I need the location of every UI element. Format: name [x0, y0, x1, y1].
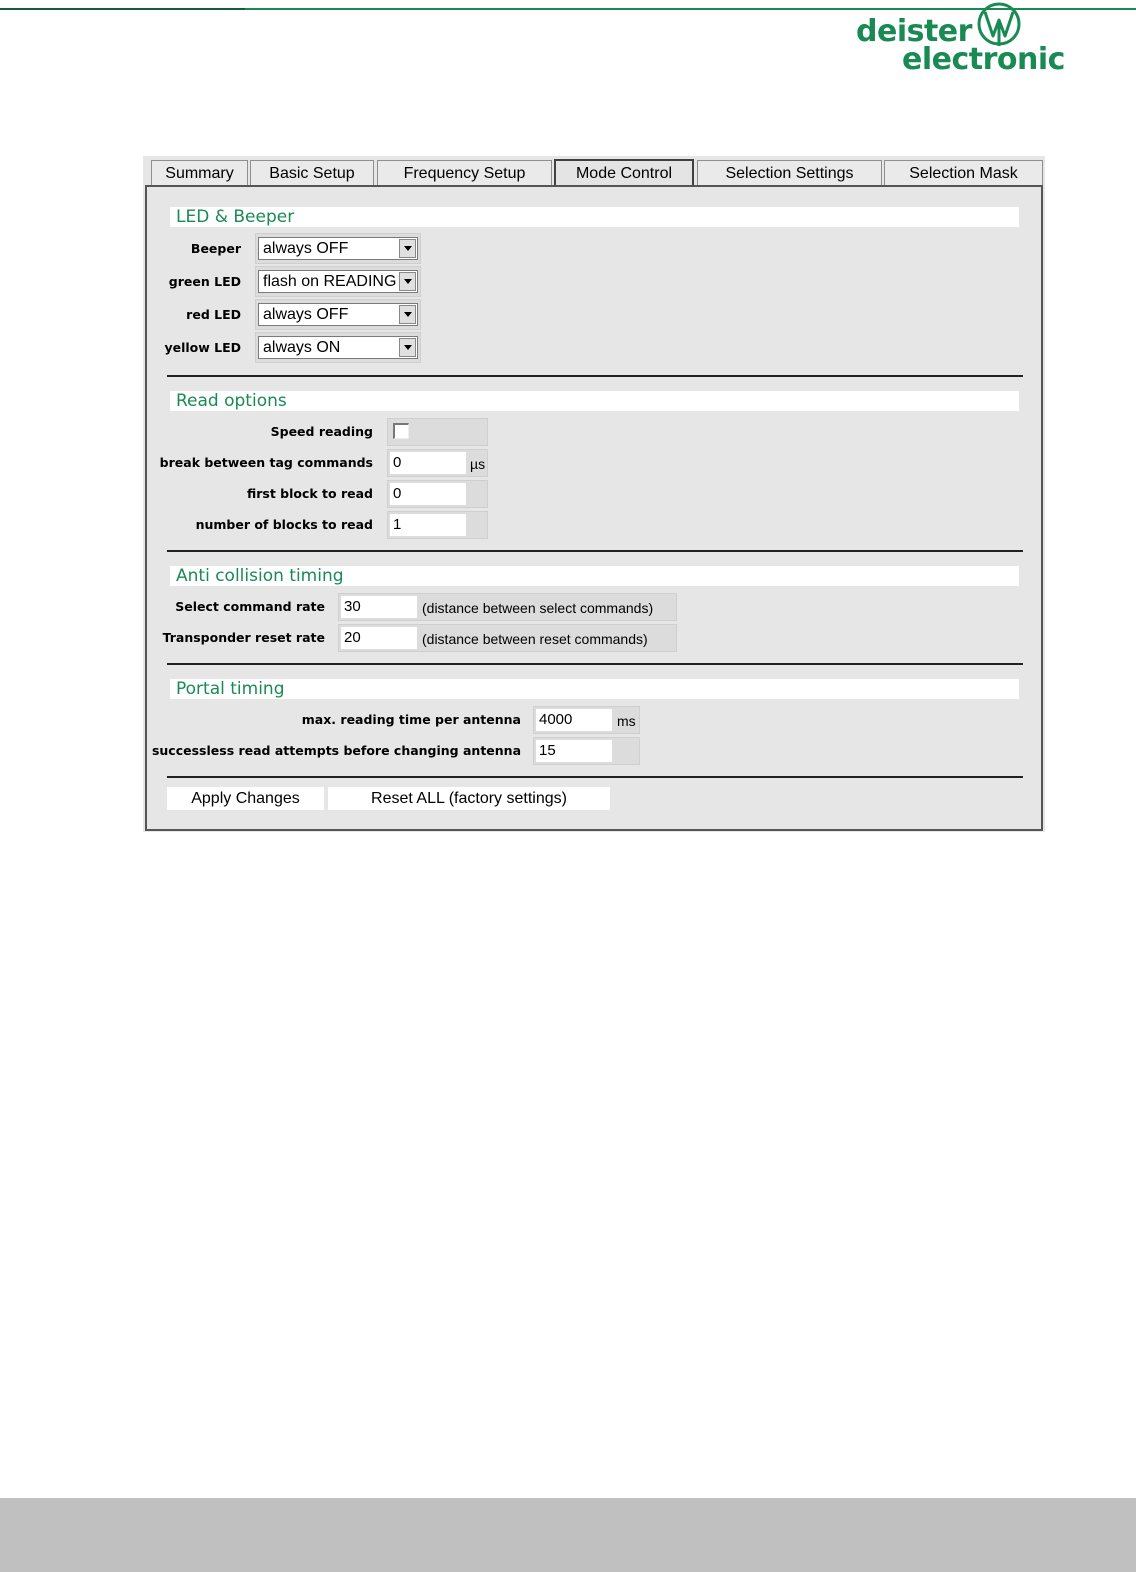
reset-rate-field [338, 624, 677, 652]
red-led-select-value: always OFF [263, 306, 349, 323]
green-led-label: green LED [168, 274, 241, 289]
section-divider [167, 375, 1023, 377]
tab-mode-control[interactable]: Mode Control [554, 159, 694, 186]
green-led-field [255, 266, 421, 297]
chevron-down-icon[interactable] [399, 272, 416, 291]
yellow-led-field [255, 332, 421, 363]
deister-electronic-logo [852, 2, 1065, 77]
section-divider [167, 550, 1023, 552]
num-blocks-field [387, 511, 488, 539]
tab-frequency-setup[interactable]: Frequency Setup [377, 160, 552, 185]
mode-control-screenshot [143, 156, 1045, 832]
mode-control-panel [145, 185, 1043, 831]
yellow-led-select[interactable] [258, 336, 418, 359]
red-led-field [255, 299, 421, 330]
section-title-read-options: Read options [170, 391, 1019, 411]
num-blocks-input[interactable]: 1 [390, 514, 466, 536]
beeper-select[interactable] [258, 237, 418, 260]
section-divider [167, 776, 1023, 778]
max-time-input[interactable]: 4000 [536, 709, 612, 731]
green-led-select-value: flash on READING [263, 273, 397, 290]
first-block-field [387, 480, 488, 508]
header-rule-accent [0, 8, 245, 10]
attempts-field [533, 737, 640, 765]
beeper-field [255, 233, 421, 264]
select-rate-hint: (distance between select commands) [422, 600, 654, 616]
reset-rate-hint: (distance between reset commands) [422, 631, 648, 647]
page-footer-bar [0, 1498, 1136, 1572]
tab-basic-setup[interactable]: Basic Setup [250, 160, 374, 185]
tab-selection-mask[interactable]: Selection Mask [884, 160, 1043, 185]
break-between-field [387, 449, 488, 477]
select-rate-input[interactable]: 30 [341, 596, 417, 618]
section-title-portal-timing: Portal timing [170, 679, 1019, 699]
max-time-field [533, 706, 640, 734]
speed-reading-label: Speed reading [270, 424, 373, 439]
chevron-down-icon[interactable] [399, 338, 416, 357]
section-divider [167, 663, 1023, 665]
tab-selection-settings[interactable]: Selection Settings [697, 160, 882, 185]
section-title-led-beeper: LED & Beeper [170, 207, 1019, 227]
section-title-anti-collision: Anti collision timing [170, 566, 1019, 586]
yellow-led-label: yellow LED [164, 340, 241, 355]
max-time-label: max. reading time per antenna [301, 712, 521, 727]
red-led-label: red LED [186, 307, 241, 322]
red-led-select[interactable] [258, 303, 418, 326]
num-blocks-label: number of blocks to read [195, 517, 373, 532]
logo-text-deister: deister [856, 14, 972, 49]
break-between-unit: µs [470, 456, 486, 472]
tab-summary[interactable]: Summary [151, 160, 248, 185]
max-time-unit: ms [617, 713, 636, 729]
chevron-down-icon[interactable] [399, 305, 416, 324]
chevron-down-icon[interactable] [399, 239, 416, 258]
beeper-label: Beeper [190, 241, 241, 256]
logo-emblem-icon [975, 2, 1023, 50]
yellow-led-select-value: always ON [263, 339, 341, 356]
break-between-input[interactable]: 0 [390, 452, 466, 474]
apply-changes-button[interactable]: Apply Changes [167, 787, 324, 810]
green-led-select[interactable] [258, 270, 418, 293]
beeper-select-value: always OFF [263, 240, 349, 257]
tab-bar [149, 158, 1043, 186]
attempts-label: successless read attempts before changing antenna [151, 743, 521, 758]
logo-text-electronic: electronic [902, 42, 1065, 77]
attempts-input[interactable]: 15 [536, 740, 612, 762]
first-block-input[interactable]: 0 [390, 483, 466, 505]
select-rate-field [338, 593, 677, 621]
reset-rate-input[interactable]: 20 [341, 627, 417, 649]
speed-reading-checkbox[interactable] [393, 423, 409, 439]
reset-all-button[interactable]: Reset ALL (factory settings) [328, 787, 610, 810]
break-between-label: break between tag commands [159, 455, 373, 470]
first-block-label: first block to read [246, 486, 373, 501]
select-rate-label: Select command rate [175, 599, 325, 614]
reset-rate-label: Transponder reset rate [162, 630, 325, 645]
speed-reading-field [387, 418, 488, 446]
